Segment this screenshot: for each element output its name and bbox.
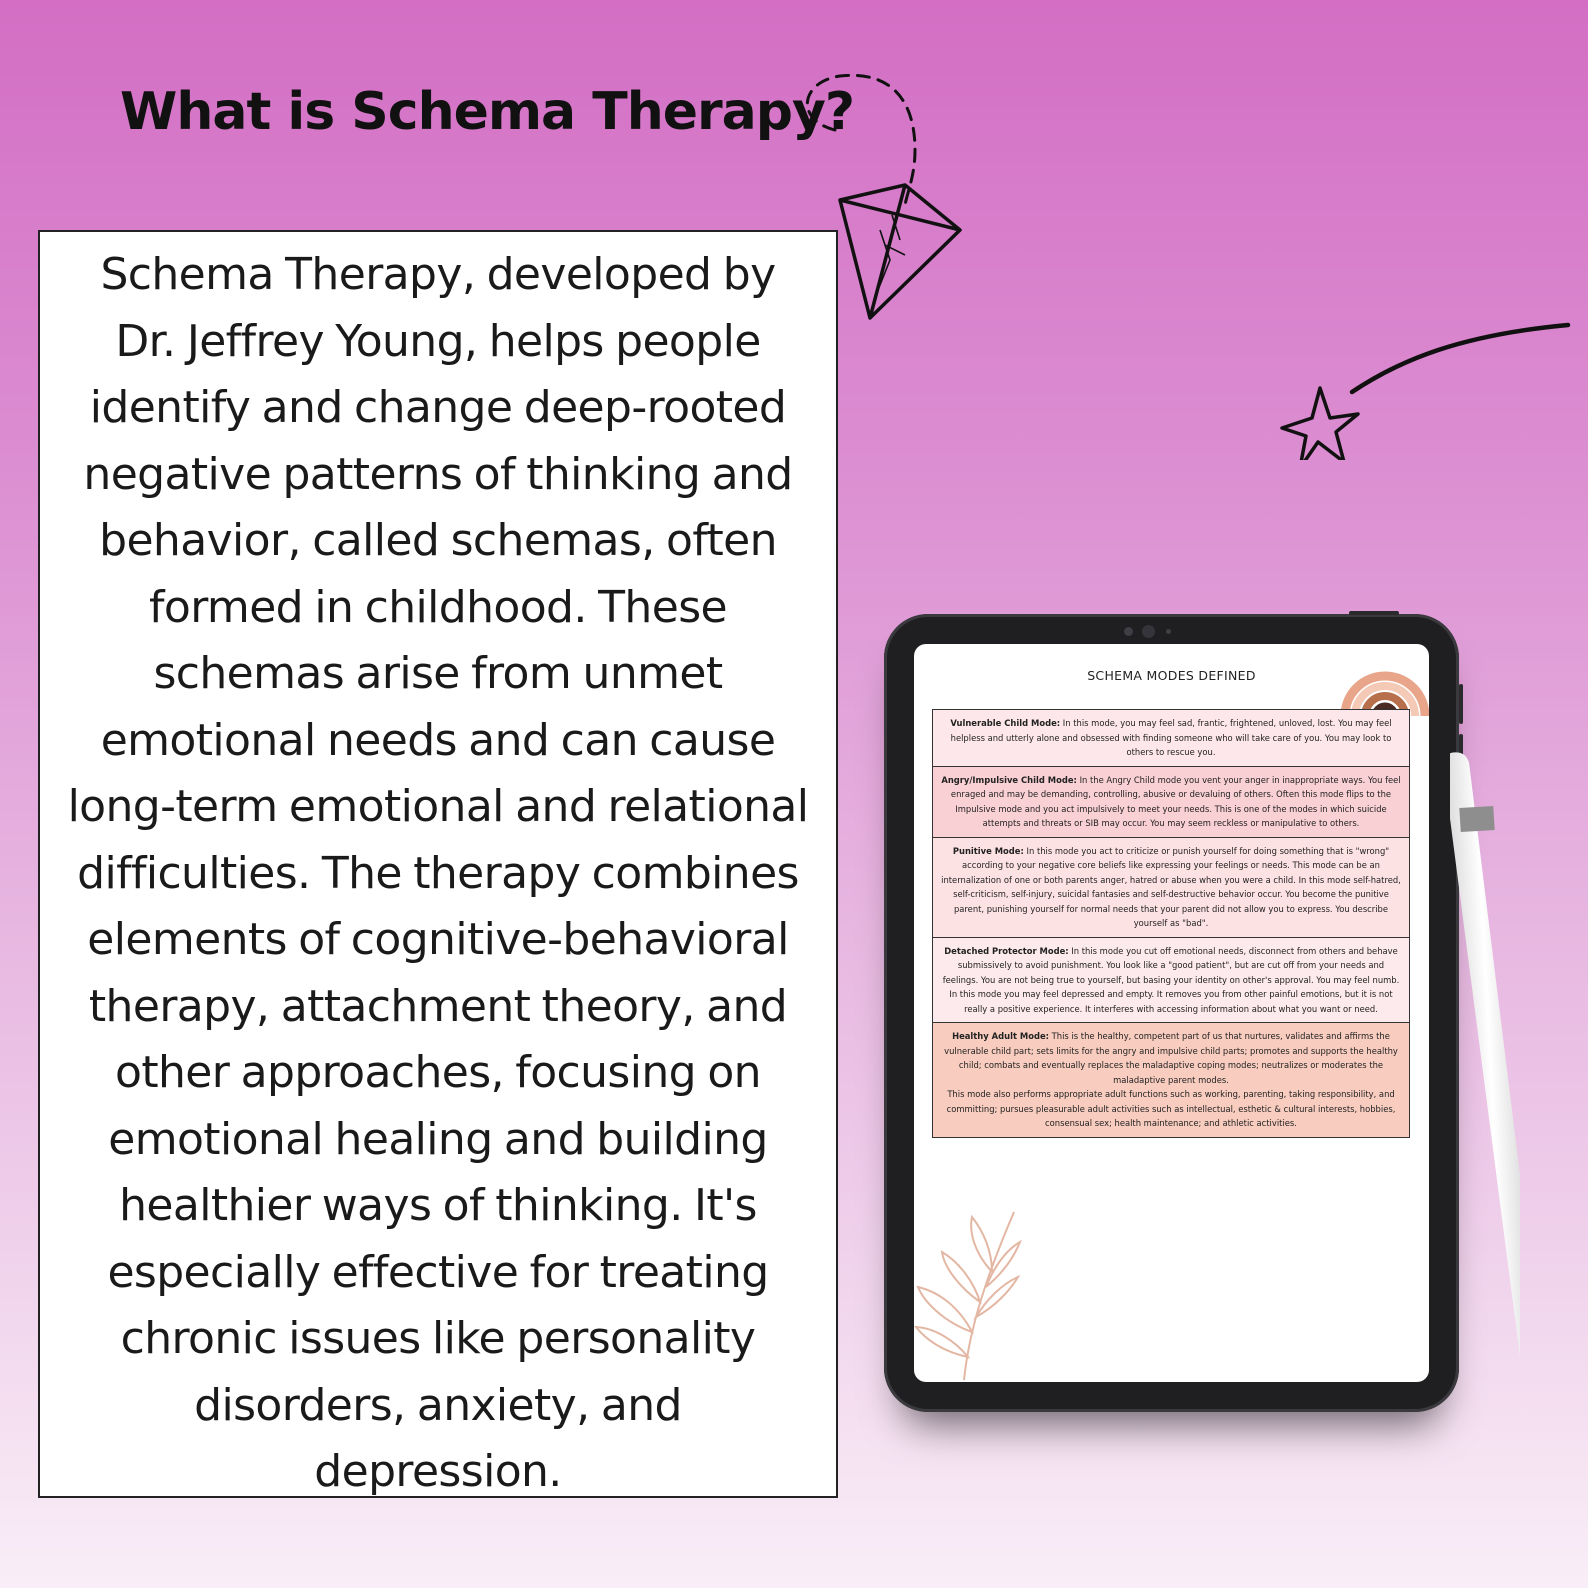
intro-paragraph — [64, 242, 812, 1506]
mode-description: In this mode you act to criticize or punish yourself for doing something that is "wrong" according to your negative core beliefs like expressing your feelings or needs. This mode can be an internalization of one or both parents anger, hatred or abuse when you were a child. In this mode self-hatred, self-criticism, self-injury, suicidal fantasies and self-destructive behavior occur. You become the punitive parent, punishing yourself for normal needs that your parent did not allow you to express. You describe yourself as "bad". — [941, 845, 1401, 928]
stylus-pencil-icon — [1450, 745, 1520, 1425]
text-line: difficulties. The therapy combines — [77, 847, 799, 899]
mode-name: Angry/Impulsive Child Mode: — [941, 774, 1077, 785]
mode-description: In this mode, you may feel sad, frantic, frightened, unloved, lost. You may feel helpless and utterly alone and obsessed with finding someone who will take care of you. You may look to others to rescue you. — [950, 718, 1392, 757]
tablet-mockup — [884, 614, 1459, 1412]
text-line: emotional healing and building — [108, 1113, 768, 1165]
mode-description: This is the healthy, competent part of us that nurtures, validates and affirms the vulnerable child part; sets limits for the angry and impulsive child parts; promotes and supports the healthy child; combats and eventually replaces the maladaptive coping modes; neutralizes or moderates the maladaptive parent modes. — [944, 1031, 1398, 1085]
text-line: especially effective for treating — [107, 1246, 769, 1298]
mode-description: In this mode you cut off emotional needs, disconnect from others and behave submissively to avoid punishment. You look like a "good patient", but are cut off from your needs and feelings. You are not being true to yourself, but basing your identity on other's approval. You may feel numb. In this mode you may feel depressed and empty. It removes you from other painful emotions, but it is not really a positive experience. It interferes with accessing information about what you want or need. — [942, 945, 1400, 1014]
text-line: identify and change deep-rooted — [89, 382, 787, 433]
camera-icon — [1124, 625, 1184, 637]
text-line: emotional needs and can cause — [100, 714, 776, 766]
text-line: schemas arise from unmet — [153, 648, 723, 699]
text-line: elements of cognitive-behavioral — [87, 914, 789, 965]
text-line: other approaches, focusing on — [115, 1047, 761, 1098]
text-line: negative patterns of thinking and — [83, 448, 793, 500]
page-title: What is Schema Therapy? — [120, 82, 855, 142]
leaf-branch-icon — [914, 1192, 1024, 1382]
text-line: Dr. Jeffrey Young, helps people — [115, 315, 761, 367]
text-line: long-term emotional and relational — [67, 781, 809, 832]
text-line: depression. — [314, 1446, 562, 1497]
mode-name: Detached Protector Mode: — [944, 945, 1069, 956]
table-row — [933, 710, 1409, 766]
star-icon — [1282, 388, 1358, 460]
text-line: behavior, called schemas, often — [99, 515, 777, 566]
text-line: disorders, anxiety, and — [194, 1379, 682, 1431]
table-row — [933, 837, 1409, 937]
text-line: therapy, attachment theory, and — [88, 980, 788, 1032]
paper-plane-icon — [840, 185, 960, 318]
volume-button — [1459, 684, 1463, 724]
description-card — [38, 230, 838, 1498]
text-line: chronic issues like personality — [120, 1313, 756, 1364]
mode-description-continued: This mode also performs appropriate adult functions such as working, parenting, taking responsibility, and committing; pursues pleasurable adult activities such as intellectual, esthetic & cultural interests, hobbies, consensual sex; health maintenance; and athletic activities. — [946, 1089, 1396, 1128]
mode-description: In the Angry Child mode you vent your anger in inappropriate ways. You feel enraged and may be demanding, controlling, abusive or devaluing of others. Often this mode flips to the Impulsive mode and you act impulsively to meet your needs. This is one of the modes in which suicide attempts and threats or SIB may occur. You may seem reckless or manipulative to others. — [950, 774, 1401, 828]
shooting-star-trail — [1352, 325, 1568, 392]
mode-name: Punitive Mode: — [952, 845, 1024, 856]
tablet-screen — [914, 644, 1429, 1382]
mode-name: Healthy Adult Mode: — [952, 1031, 1049, 1041]
table-row — [933, 766, 1409, 837]
mode-name: Vulnerable Child Mode: — [950, 718, 1061, 728]
power-button — [1349, 611, 1399, 615]
text-line: Schema Therapy, developed by — [100, 249, 776, 300]
schema-modes-table — [932, 709, 1410, 1138]
table-row — [933, 937, 1409, 1023]
text-line: healthier ways of thinking. It's — [119, 1180, 757, 1231]
table-row — [933, 1022, 1409, 1137]
document-title: SCHEMA MODES DEFINED — [1087, 668, 1256, 683]
text-line: formed in childhood. These — [149, 581, 727, 633]
